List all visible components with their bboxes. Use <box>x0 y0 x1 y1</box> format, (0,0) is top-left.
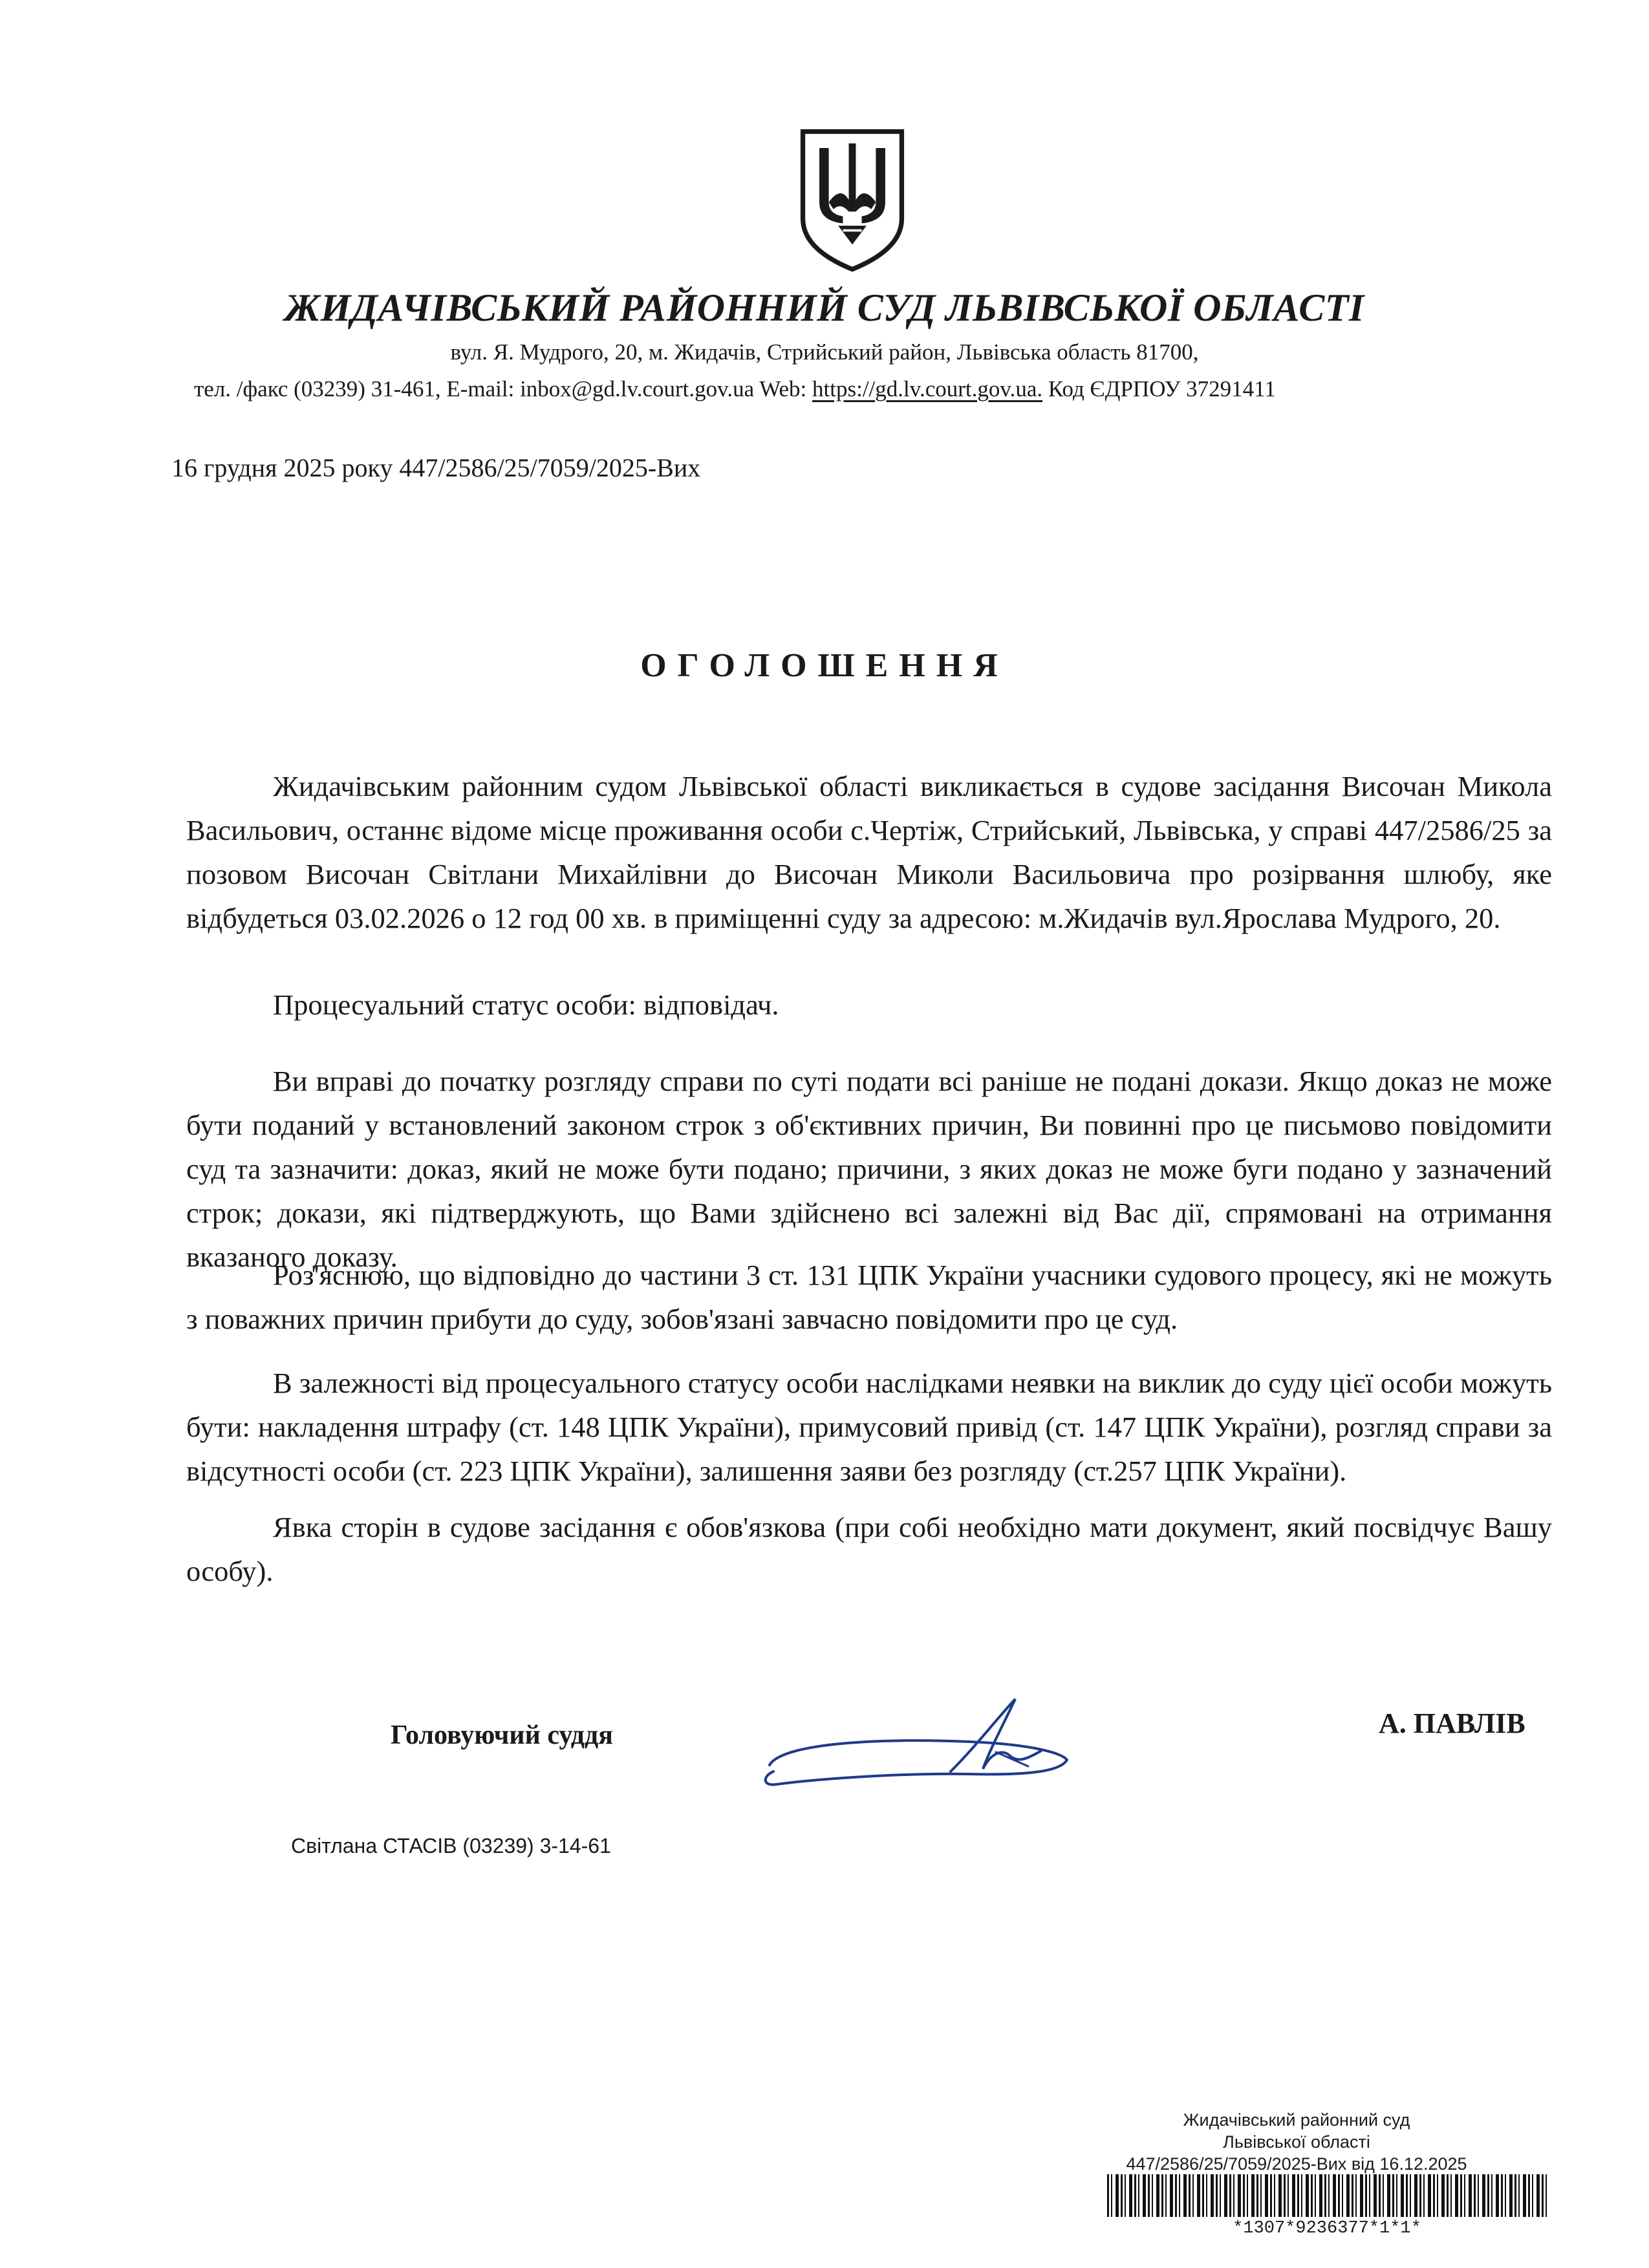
executor-contact: Світлана СТАСІВ (03239) 3-14-61 <box>291 1834 611 1857</box>
document-title: ОГОЛОШЕННЯ <box>640 647 1009 684</box>
registration-court-line: Жидачівський районний суд <box>1183 2110 1410 2130</box>
registration-region-line: Львівської області <box>1223 2132 1370 2152</box>
court-address: вул. Я. Мудрого, 20, м. Жидачів, Стрийський район, Львівська область 81700, <box>450 339 1199 365</box>
court-name-heading: ЖИДАЧІВСЬКИЙ РАЙОННИЙ СУД ЛЬВІВСЬКОЇ ОБЛАСТІ <box>285 286 1364 329</box>
registration-barcode <box>1107 2174 1547 2217</box>
handwritten-signature <box>757 1681 1093 1810</box>
body-paragraph-summons: Жидачівським районним судом Львівської області викликається в судове засідання Височан Микола Васильович, останнє відоме місце проживання особи с.Чертіж, Стрийський, Львівська, у справі 447/2586/25 за позовом Височан Світлани Михайлівни до Височан Миколи Васильовича про розірвання шлюбу, яке відбудеться 03.02.2026 о 12 год 00 хв. в приміщенні суду за адресою: м.Жидачів вул.Ярослава Мудрого, 20. <box>186 770 1552 934</box>
court-contacts <box>194 376 1276 402</box>
registration-number-line: 447/2586/25/7059/2025-Вих від 16.12.2025 <box>1126 2154 1467 2174</box>
presiding-judge-label: Головуючий суддя <box>391 1720 613 1750</box>
court-website-link[interactable]: https://gd.lv.court.gov.ua. <box>812 376 1043 401</box>
body-paragraph-consequences: В залежності від процесуального статусу особи наслідками неявки на виклик до суду цієї особи можуть бути: накладення штрафу (ст. 148 ЦПК України), примусовий привід (ст. 147 ЦПК України), розгляд справи за відсутності особи (ст. 223 ЦПК України), залишення заяви без розгляду (ст.257 ЦПК України). <box>186 1367 1552 1487</box>
registration-stamp <box>1086 2109 1507 2175</box>
court-phone-email: тел. /факс (03239) 31-461, E-mail: inbox@gd.lv.court.gov.ua Web: <box>194 376 813 401</box>
outgoing-reference: 16 грудня 2025 року 447/2586/25/7059/2025-Вих <box>171 453 701 482</box>
court-edrpou: Код ЄДРПОУ 37291411 <box>1042 376 1276 401</box>
body-paragraph-status: Процесуальний статус особи: відповідач. <box>273 989 779 1021</box>
ukraine-trident-coat-of-arms-icon <box>793 127 911 274</box>
body-paragraph-evidence: Ви вправі до початку розгляду справи по суті подати всі раніше не подані докази. Якщо доказ не може бути поданий у встановлений законом строк з об'єктивних причин, Ви повинні про це письмово повідомити суд та зазначити: доказ, який не може бути подано; причини, з яких доказ не може буги подано у зазначений строк; докази, які підтверджують, що Вами здійснено всі залежні від Вас дії, спрямовані на отримання вказаного доказу. <box>186 1065 1552 1273</box>
body-paragraph-explanation: Роз'яснюю, що відповідно до частини 3 ст. 131 ЦПК України учасники судового процесу, які не можуть з поважних причин прибути до суду, зобов'язані завчасно повідомити про це суд. <box>186 1259 1552 1335</box>
body-paragraph-attendance: Явка сторін в судове засідання є обов'язкова (при собі необхідно мати документ, який посвідчує Вашу особу). <box>186 1511 1552 1587</box>
judge-name: А. ПАВЛІВ <box>1379 1707 1525 1739</box>
barcode-caption: *1307*9236377*1*1* <box>1233 2219 1421 2238</box>
